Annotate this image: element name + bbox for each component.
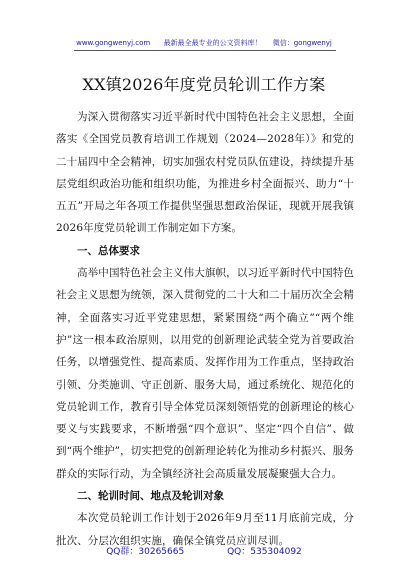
header-divider bbox=[74, 50, 336, 51]
header-wechat: 微信：gongwenyj bbox=[272, 39, 332, 47]
section-2-paragraph: 本次党员轮训工作计划于2026年9月至11月底前完成，分批次、分层次组织实施，确保全镇党员应训尽训。 bbox=[56, 512, 354, 547]
intro-paragraph: 为深入贯彻落实习近平新时代中国特色社会主义思想，全面落实《全国党员教育培训工作规划（2024—2028年）》和党的二十届四中全会精神，切实加强农村党员队伍建设，持续提升基层党组织政治功能和组织功能，为推进乡村全面振兴、助力“十五五”开局之年各项工作提供坚强思想政治保证，现就开展我镇2026年度党员轮训工作制定如下方案。 bbox=[56, 111, 354, 235]
footer-qq: QQ：535304092 bbox=[227, 547, 302, 557]
section-1-paragraph: 高举中国特色社会主义伟大旗帜，以习近平新时代中国特色社会主义思想为统领，深入贯彻党的二十大和二十届历次全会精神，全面落实习近平党建思想，紧紧围绕“两个确立”“两个维护”这一根本政治原则，以用党的创新理论武装全党为首要政治任务，以增强党性、提高素质、发挥作用为工作重点，坚持政治引领、分类施训、守正创新、服务大局，通过系统化、规范化的党员轮训工作，教育引导全体党员深刻领悟党的创新理论的核心要义与实践要求，不断增强“四个意识”、坚定“四个自信”、做到“两个维护”，切实把党的创新理论转化为推动乡村振兴、服务群众的实际行动，为全镇经济社会高质量发展凝聚强大合力。 bbox=[56, 267, 354, 480]
section-1-heading: 一、总体要求 bbox=[77, 244, 140, 257]
header-site-link[interactable]: www.gongwenyj.com bbox=[76, 39, 151, 47]
footer-qq-group: QQ群：30265665 bbox=[106, 547, 185, 557]
page-footer bbox=[0, 544, 408, 557]
header-slogan: 最新最全最专业的公文资料库！ bbox=[163, 39, 262, 47]
section-2-heading: 二、轮训时间、地点及轮训对象 bbox=[77, 490, 224, 503]
document-body bbox=[56, 106, 354, 552]
document-title: XX镇2026年度党员轮训工作方案 bbox=[82, 75, 326, 94]
page-header bbox=[0, 38, 408, 48]
